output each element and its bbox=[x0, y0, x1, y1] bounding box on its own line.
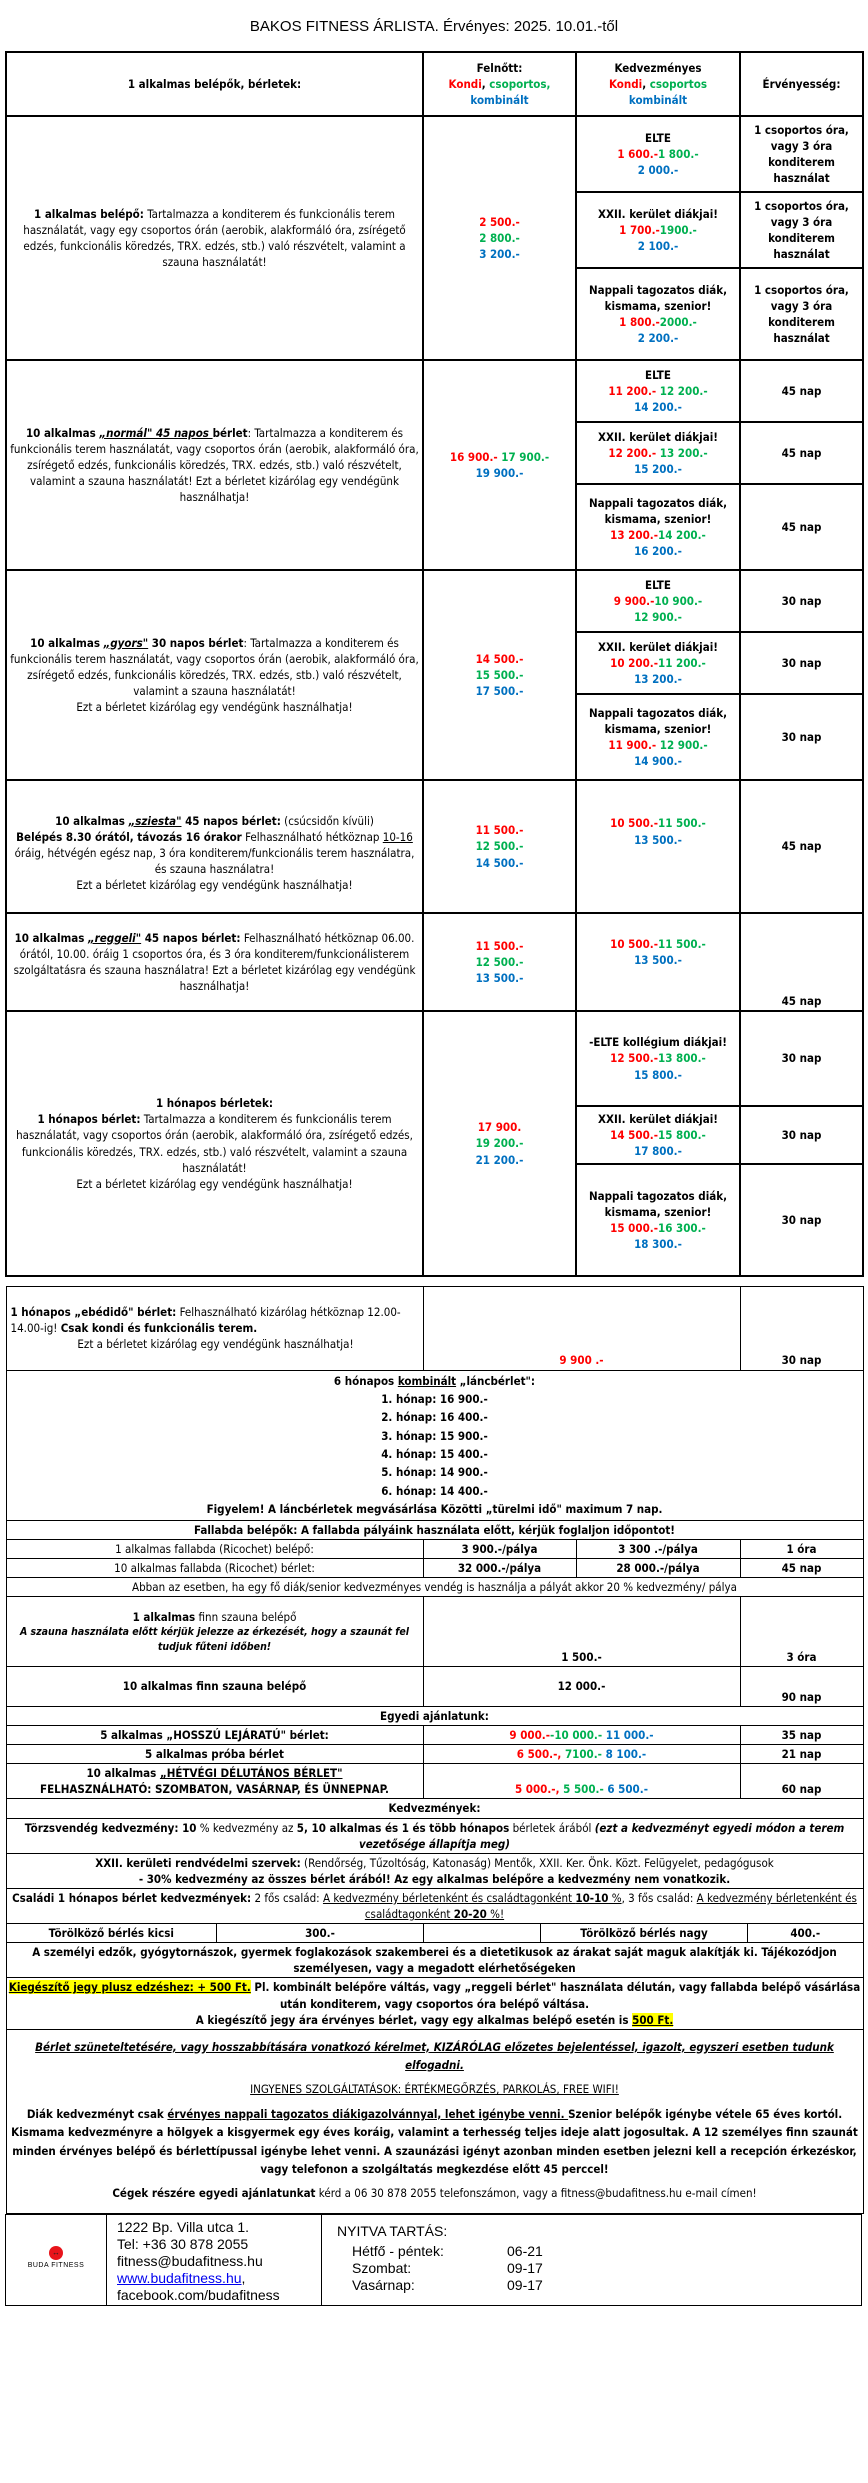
row-special-heading: Egyedi ajánlatunk: bbox=[6, 1707, 863, 1726]
validity-cell: 45 nap bbox=[740, 360, 863, 422]
siesta-pass-desc: 10 alkalmas „sziesta" 45 napos bérlet: (csúcsidőn kívüli) Belépés 8.30 órától, távozás 16 órakor Felhasználható hétköznap 10-16 óráig, hétvégén egész nap, 3 óra konditerem/funkcionális terem használatra, és szauna használatra! Ezt a bérletet kizárólag egy vendégünk használhatja! bbox=[6, 780, 423, 913]
dumbbell-icon: ↔ bbox=[49, 2246, 63, 2260]
validity-cell: 1 csoportos óra, vagy 3 óra konditerem használat bbox=[740, 192, 863, 268]
row-monthly-pass bbox=[6, 1011, 863, 1106]
row-squash-ten: 10 alkalmas fallabda (Ricochet) bérlet: 32 000.-/pálya 28 000.-/pálya 45 nap bbox=[6, 1558, 863, 1577]
discount-cell: XXII. kerület diákjai! 12 200.- 13 200.- 15 200.- bbox=[576, 422, 740, 484]
morning-pass-adult-prices: 11 500.- 12 500.- 13 500.- bbox=[423, 913, 576, 1011]
table-header bbox=[6, 52, 863, 116]
hours-row: Vasárnap: 09-17 bbox=[352, 2276, 543, 2293]
chain-warning: Figyelem! A láncbérletek megvásárlása Közötti „türelmi idő" maximum 7 nap. bbox=[206, 1502, 663, 1517]
morning-pass-discount-prices: 10 500.-11 500.- 13 500.- bbox=[576, 913, 740, 1011]
free-services: INGYENES SZOLGÁLTATÁSOK: ÉRTÉKMEGŐRZÉS, PARKOLÁS, FREE WIFI! bbox=[250, 2082, 619, 2097]
chain-month: 2. hónap: 16 400.- bbox=[381, 1410, 488, 1425]
sauna-single-desc: 1 alkalmas finn szauna belépő A szauna használata előtt kérjük jelezze az érkezését, hogy a szaunát fel tudjuk fűteni időben! bbox=[6, 1597, 423, 1667]
fast-pass-desc: 10 alkalmas „gyors" 30 napos bérlet: Tartalmazza a konditerem és funkcionális terem használatát, vagy csoportos órán (aerobik, alakformáló óra, zsírégető edzés, funkcionális köredzés, TRX. edzés, stb.) való részvételt, valamint a szauna használatát! Ezt a bérletet kizárólag egy vendégünk használhatja! bbox=[6, 570, 423, 780]
fast-pass-adult-prices: 14 500.- 15 500.- 17 500.- bbox=[423, 570, 576, 780]
row-squash-heading: Fallabda belépők: A fallabda pályáink használata előtt, kérjük foglaljon időpontot! bbox=[6, 1520, 863, 1539]
row-regular-discount: Törzsvendég kedvezmény: 10 % kedvezmény az 5, 10 alkalmas és 1 és több hónapos bérletek árából (ezt a kedvezményt egyedi módon a terem vezetősége állapítja meg) bbox=[6, 1818, 863, 1853]
validity-cell: 45 nap bbox=[740, 422, 863, 484]
row-district-discount: XXII. kerületi rendvédelmi szervek: (Rendőrség, Tűzoltóság, Katonaság) Mentők, XXII. Ker. Önk. Közt. Felügyelet, pedagógusok - 30% kedvezmény az összes bérlet árából! Az egy alkalmas belépőre a kedvezmény nem vonatkozik. bbox=[6, 1853, 863, 1888]
row-discounts-heading: Kedvezmények: bbox=[6, 1799, 863, 1818]
single-entry-desc: 1 alkalmas belépő: Tartalmazza a konditerem és funkcionális terem használatát, vagy egy csoportos órán (aerobik, alakformáló óra, zsírégető edzés, funkcionális köredzés, TRX. edzés, stb.) való részvételt, valamint a szauna használatát! bbox=[6, 116, 423, 360]
discount-cell: ELTE 11 200.- 12 200.- 14 200.- bbox=[576, 360, 740, 422]
discount-cell: XXII. kerület diákjai! 1 700.-1900.- 2 100.- bbox=[576, 192, 740, 268]
row-single-entry bbox=[6, 116, 863, 192]
row-siesta-pass bbox=[6, 780, 863, 913]
validity-cell: 45 nap bbox=[740, 913, 863, 1011]
monthly-pass-adult-prices: 17 900. 19 200.- 21 200.- bbox=[423, 1011, 576, 1276]
discount-cell: Nappali tagozatos diák, kismama, szenior! 1 800.-2000.- 2 200.- bbox=[576, 268, 740, 360]
validity-cell: 30 nap bbox=[740, 570, 863, 632]
footer bbox=[5, 2214, 862, 2306]
validity-cell: 45 nap bbox=[740, 780, 863, 913]
validity-cell: 45 nap bbox=[740, 484, 863, 570]
discount-cell: ELTE 1 600.-1 800.- 2 000.- bbox=[576, 116, 740, 192]
towel-small-price: 300.- bbox=[217, 1924, 424, 1942]
opening-hours: NYITVA TARTÁS: Hétfő - péntek: 06-21 Szombat: 09-17 Vasárnap: 09-17 bbox=[321, 2215, 861, 2305]
contact-info: 1222 Bp. Villa utca 1. Tel: +36 30 878 2055 fitness@budafitness.hu www.budafitness.hu, facebook.com/budafitness bbox=[106, 2215, 321, 2305]
hours-row: Szombat: 09-17 bbox=[352, 2259, 543, 2276]
siesta-pass-discount-prices: 10 500.-11 500.- 13 500.- bbox=[576, 780, 740, 913]
row-lunch-pass bbox=[6, 1286, 863, 1370]
towel-large-price: 400.- bbox=[748, 1924, 863, 1942]
row-trainers: A személyi edzők, gyógytornászok, gyermek foglakozások szakemberei és a dietetikusok az árakat saját maguk alakítják ki. Tájékozódjon személyesen, vagy a megadott elérhetőségeken bbox=[6, 1943, 863, 1978]
discount-cell: Nappali tagozatos diák, kismama, szenior! 15 000.-16 300.- 18 300.- bbox=[576, 1164, 740, 1276]
phone: Tel: +36 30 878 2055 bbox=[117, 2235, 249, 2252]
facebook: facebook.com/budafitness bbox=[117, 2286, 280, 2303]
row-weekend-pass: 10 alkalmas „HÉTVÉGI DÉLUTÁNOS BÉRLET" FELHASZNÁLHATÓ: SZOMBATON, VASÁRNAP, ÉS ÜNNEPNAP. 5 000.-, 5 500.- 6 500.- 60 nap bbox=[6, 1764, 863, 1799]
chain-month: 1. hónap: 16 900.- bbox=[381, 1391, 488, 1406]
price-table bbox=[5, 51, 864, 2214]
row-sauna-ten: 10 alkalmas finn szauna belépő 12 000.- 90 nap bbox=[6, 1667, 863, 1707]
row-long-pass: 5 alkalmas „HOSSZÚ LEJÁRATÚ" bérlet: 9 000.--10 000.- 11 000.- 35 nap bbox=[6, 1726, 863, 1745]
towel-small-label: Törölköző bérlés kicsi bbox=[7, 1924, 217, 1942]
row-squash-note: Abban az esetben, ha egy fő diák/senior kedvezményes vendég is használja a pályát akkor 20 % kedvezmény/ pálya bbox=[6, 1577, 863, 1596]
validity-cell: 30 nap bbox=[740, 1106, 863, 1164]
single-entry-adult-prices: 2 500.- 2 800.- 3 200.- bbox=[423, 116, 576, 360]
discount-cell: XXII. kerület diákjai! 10 200.-11 200.- 13 200.- bbox=[576, 632, 740, 694]
validity-cell: 30 nap bbox=[740, 1164, 863, 1276]
header-services: 1 alkalmas belépők, bérletek: bbox=[6, 52, 423, 116]
address: 1222 Bp. Villa utca 1. bbox=[117, 2218, 250, 2235]
normal-pass-desc: 10 alkalmas „normál" 45 napos bérlet: Tartalmazza a konditerem és funkcionális terem használatát, vagy csoportos órán (aerobik, alakformáló óra, zsírégető edzés, funkcionális köredzés, TRX. edzés, stb.) való részvételt, valamint a szauna használatát! Ezt a bérletet kizárólag egy vendégünk használhatja! bbox=[6, 360, 423, 570]
chain-month: 3. hónap: 15 900.- bbox=[381, 1428, 488, 1443]
lunch-pass-desc: 1 hónapos „ebédidő" bérlet: Felhasználható kizárólag hétköznap 12.00-14.00-ig! Csak kondi és funkcionális terem. Ezt a bérletet kizárólag egy vendégünk használhatja! bbox=[6, 1286, 423, 1370]
validity-cell: 1 csoportos óra, vagy 3 óra konditerem használat bbox=[740, 268, 863, 360]
chain-pass: 6 hónapos kombinált „láncbérlet": 1. hónap: 16 900.- 2. hónap: 16 400.- 3. hónap: 15 900.- 4. hónap: 15 400.- 5. hónap: 14 900.- 6. hónap: 14 400.- Figyelem! A láncbérletek megvásárlása Közötti „türelmi idő" maximum 7 nap. bbox=[6, 1370, 863, 1520]
website-link[interactable]: www.budafitness.hu bbox=[117, 2269, 242, 2286]
normal-pass-adult-prices: 16 900.- 17 900.- 19 900.- bbox=[423, 360, 576, 570]
validity-cell: 1 csoportos óra, vagy 3 óra konditerem használat bbox=[740, 116, 863, 192]
email: fitness@budafitness.hu bbox=[117, 2252, 263, 2269]
lunch-pass-price: 9 900 .- bbox=[423, 1286, 740, 1370]
row-morning-pass bbox=[6, 913, 863, 1011]
chain-month: 4. hónap: 15 400.- bbox=[381, 1447, 488, 1462]
row-trial-pass: 5 alkalmas próba bérlet 6 500.-, 7100.- 8 100.- 21 nap bbox=[6, 1745, 863, 1764]
validity-cell: 30 nap bbox=[740, 1011, 863, 1106]
row-family-discount: Családi 1 hónapos bérlet kedvezmények: 2 fős család: A kedvezmény bérletenként és családtagonként 10-10 %, 3 fős család: A kedvezmény bérletenként és családtagonként 20-20 %! bbox=[6, 1888, 863, 1923]
page-title: BAKOS FITNESS ÁRLISTA. Érvényes: 2025. 10.01.-től bbox=[249, 18, 619, 35]
discount-cell: XXII. kerület diákjai! 14 500.-15 800.- 17 800.- bbox=[576, 1106, 740, 1164]
row-sauna-single: 1 alkalmas finn szauna belépő A szauna használata előtt kérjük jelezze az érkezését, hogy a szaunát fel tudjuk fűteni időben! 1 500.- 3 óra bbox=[6, 1597, 863, 1667]
header-adult: Felnőtt: Kondi, csoportos, kombinált bbox=[423, 52, 576, 116]
row-extra-ticket: Kiegészítő jegy plusz edzéshez: + 500 Ft. Pl. kombinált belépőre váltás, vagy „reggeli bérlet" használata délután, vagy fallabda belépő vásárlása után konditerem, vagy csoportos óra belépő váltása. A kiegészítő jegy ára érvényes bérlet, vagy egy alkalmas belépő esetén is 500 Ft. bbox=[6, 1978, 863, 2029]
discount-cell: ELTE 9 900.-10 900.- 12 900.- bbox=[576, 570, 740, 632]
header-discount: Kedvezményes Kondi, csoportos kombinált bbox=[576, 52, 740, 116]
row-fast-pass bbox=[6, 570, 863, 632]
suspension-note: Bérlet szüneteltetésére, vagy hosszabbítására vonatkozó kérelmet, KIZÁRÓLAG előzetes bejelentéssel, igazolt, egyszeri esetben tudunk elfogadni. bbox=[35, 2039, 834, 2073]
towel-large-label: Törölköző bérlés nagy bbox=[541, 1924, 748, 1942]
row-chain-pass bbox=[6, 1370, 863, 1520]
discount-cell: Nappali tagozatos diák, kismama, szenior! 11 900.- 12 900.- 14 900.- bbox=[576, 694, 740, 780]
row-normal-pass bbox=[6, 360, 863, 422]
morning-pass-desc: 10 alkalmas „reggeli" 45 napos bérlet: Felhasználható hétköznap 06.00. órától, 10.00. óráig 1 csoportos óra, és 3 óra konditerem/funkcionálisterem szolgáltatásra és szauna használatra! Ezt a bérletet kizárólag egy vendégünk használhatja! bbox=[6, 913, 423, 1011]
header-validity: Érvényesség: bbox=[740, 52, 863, 116]
logo: ↔ BUDA FITNESS bbox=[27, 2248, 85, 2270]
row-towel bbox=[6, 1924, 863, 1943]
chain-month: 6. hónap: 14 400.- bbox=[381, 1483, 488, 1498]
validity-cell: 30 nap bbox=[740, 694, 863, 780]
chain-month: 5. hónap: 14 900.- bbox=[381, 1465, 488, 1480]
row-info: Bérlet szüneteltetésére, vagy hosszabbítására vonatkozó kérelmet, KIZÁRÓLAG előzetes bejelentéssel, igazolt, egyszeri esetben tudunk elfogadni. INGYENES SZOLGÁLTATÁSOK: ÉRTÉKMEGŐRZÉS, PARKOLÁS, FREE WIFI! Diák kedvezményt csak érvényes nappali tagozatos diákigazolvánnyal, lehet igénybe venni. Szenior belépők igénybe vétele 65 éves kortól. Kismama kedvezményre a hölgyek a kisgyermek egy éves koráig, valamint a terhesség teljes ideje alatt jogosultak. A 12 személyes finn szaunát minden érvényes belépő és bérlettípussal igénybe lehet venni. A szaunázási igényt azonban minden esetben jelezni kell a recepción érkezéskor, vagy telefonon a szolgáltatás megkezdése előtt 45 perccel! Cégek részére egyedi ajánlatunkat kérd a 06 30 878 2055 telefonszámon, vagy a fitness@budafitness.hu e-mail címen! bbox=[6, 2029, 863, 2213]
discount-cell: Nappali tagozatos diák, kismama, szenior! 13 200.-14 200.- 16 200.- bbox=[576, 484, 740, 570]
siesta-pass-adult-prices: 11 500.- 12 500.- 14 500.- bbox=[423, 780, 576, 913]
validity-cell: 30 nap bbox=[740, 1286, 863, 1370]
row-squash-single: 1 alkalmas fallabda (Ricochet) belépő: 3 900.-/pálya 3 300 .-/pálya 1 óra bbox=[6, 1539, 863, 1558]
hours-row: Hétfő - péntek: 06-21 bbox=[352, 2242, 543, 2259]
discount-cell: -ELTE kollégium diákjai! 12 500.-13 800.- 15 800.- bbox=[576, 1011, 740, 1106]
validity-cell: 30 nap bbox=[740, 632, 863, 694]
monthly-pass-desc: 1 hónapos bérletek: 1 hónapos bérlet: Tartalmazza a konditerem és funkcionális terem használatát, vagy csoportos órán (aerobik, alakformáló óra, zsírégető edzés, funkcionális köredzés, TRX. edzés, stb.) való részvételt, valamint a szauna használatát! Ezt a bérletet kizárólag egy vendégünk használhatja! bbox=[6, 1011, 423, 1276]
